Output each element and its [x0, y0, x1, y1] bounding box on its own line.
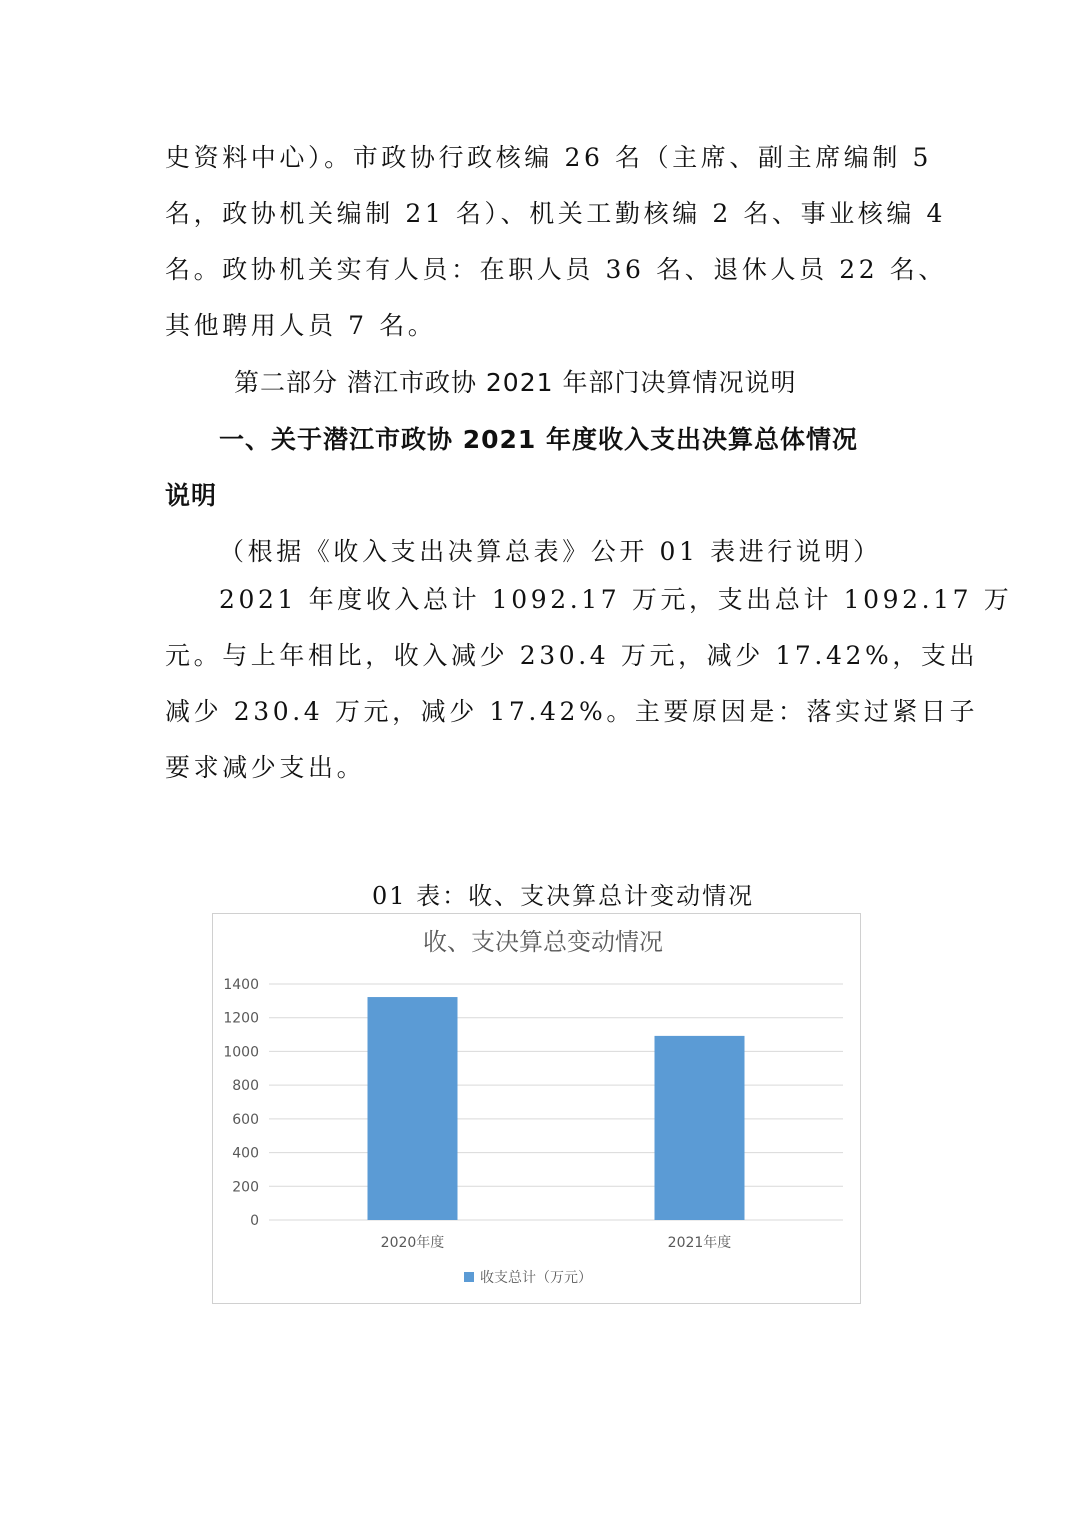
summary-line-2: 元。与上年相比，收入减少 230.4 万元，减少 17.42%，支出: [165, 641, 979, 670]
legend-swatch: [464, 1272, 474, 1282]
chart-title: 收、支决算总变动情况: [423, 928, 663, 956]
figure-caption: 01 表：收、支决算总计变动情况: [372, 882, 755, 910]
legend: [464, 1269, 592, 1286]
y-tick-label: 800: [232, 1078, 259, 1095]
basis-note: （根据《收入支出决算总表》公开 01 表进行说明）: [219, 537, 882, 566]
intro-line-3: 名。政协机关实有人员：在职人员 36 名、退休人员 22 名、: [165, 255, 948, 284]
intro-line-1: 史资料中心）。市政协行政核编 26 名（主席、副主席编制 5: [165, 143, 933, 172]
bar-1: [368, 997, 458, 1220]
intro-line-4: 其他聘用人员 7 名。: [165, 311, 437, 340]
subsection-title-line-1: 一、关于潜江市政协 2021 年度收入支出决算总体情况: [219, 425, 858, 454]
x-tick-label: 2020年度: [380, 1235, 445, 1251]
y-tick-label: 1200: [223, 1010, 259, 1027]
summary-line-4: 要求减少支出。: [165, 753, 366, 782]
y-tick-label: 600: [232, 1111, 259, 1128]
gridlines: [269, 984, 843, 1220]
x-tick-label: 2021年度: [667, 1235, 732, 1251]
section-title: 第二部分 潜江市政协 2021 年部门决算情况说明: [234, 368, 797, 397]
bar-2: [655, 1036, 745, 1220]
x-axis-ticks: [381, 1234, 732, 1251]
y-axis-ticks: [223, 977, 259, 1229]
summary-line-1: 2021 年度收入总计 1092.17 万元，支出总计 1092.17 万: [219, 585, 1013, 614]
y-tick-label: 1400: [223, 977, 259, 993]
y-tick-label: 400: [232, 1145, 259, 1162]
summary-line-3: 减少 230.4 万元，减少 17.42%。主要原因是：落实过紧日子: [165, 697, 979, 726]
y-tick-label: 200: [232, 1179, 259, 1196]
bar-chart: [213, 914, 859, 1302]
subsection-title-line-2: 说明: [165, 481, 218, 510]
legend-label: 收支总计（万元）: [480, 1270, 592, 1286]
y-tick-label: 0: [250, 1213, 259, 1229]
y-tick-label: 1000: [223, 1044, 259, 1061]
chart-container: [212, 913, 861, 1304]
intro-line-2: 名，政协机关编制 21 名）、机关工勤核编 2 名、事业核编 4: [165, 199, 947, 228]
